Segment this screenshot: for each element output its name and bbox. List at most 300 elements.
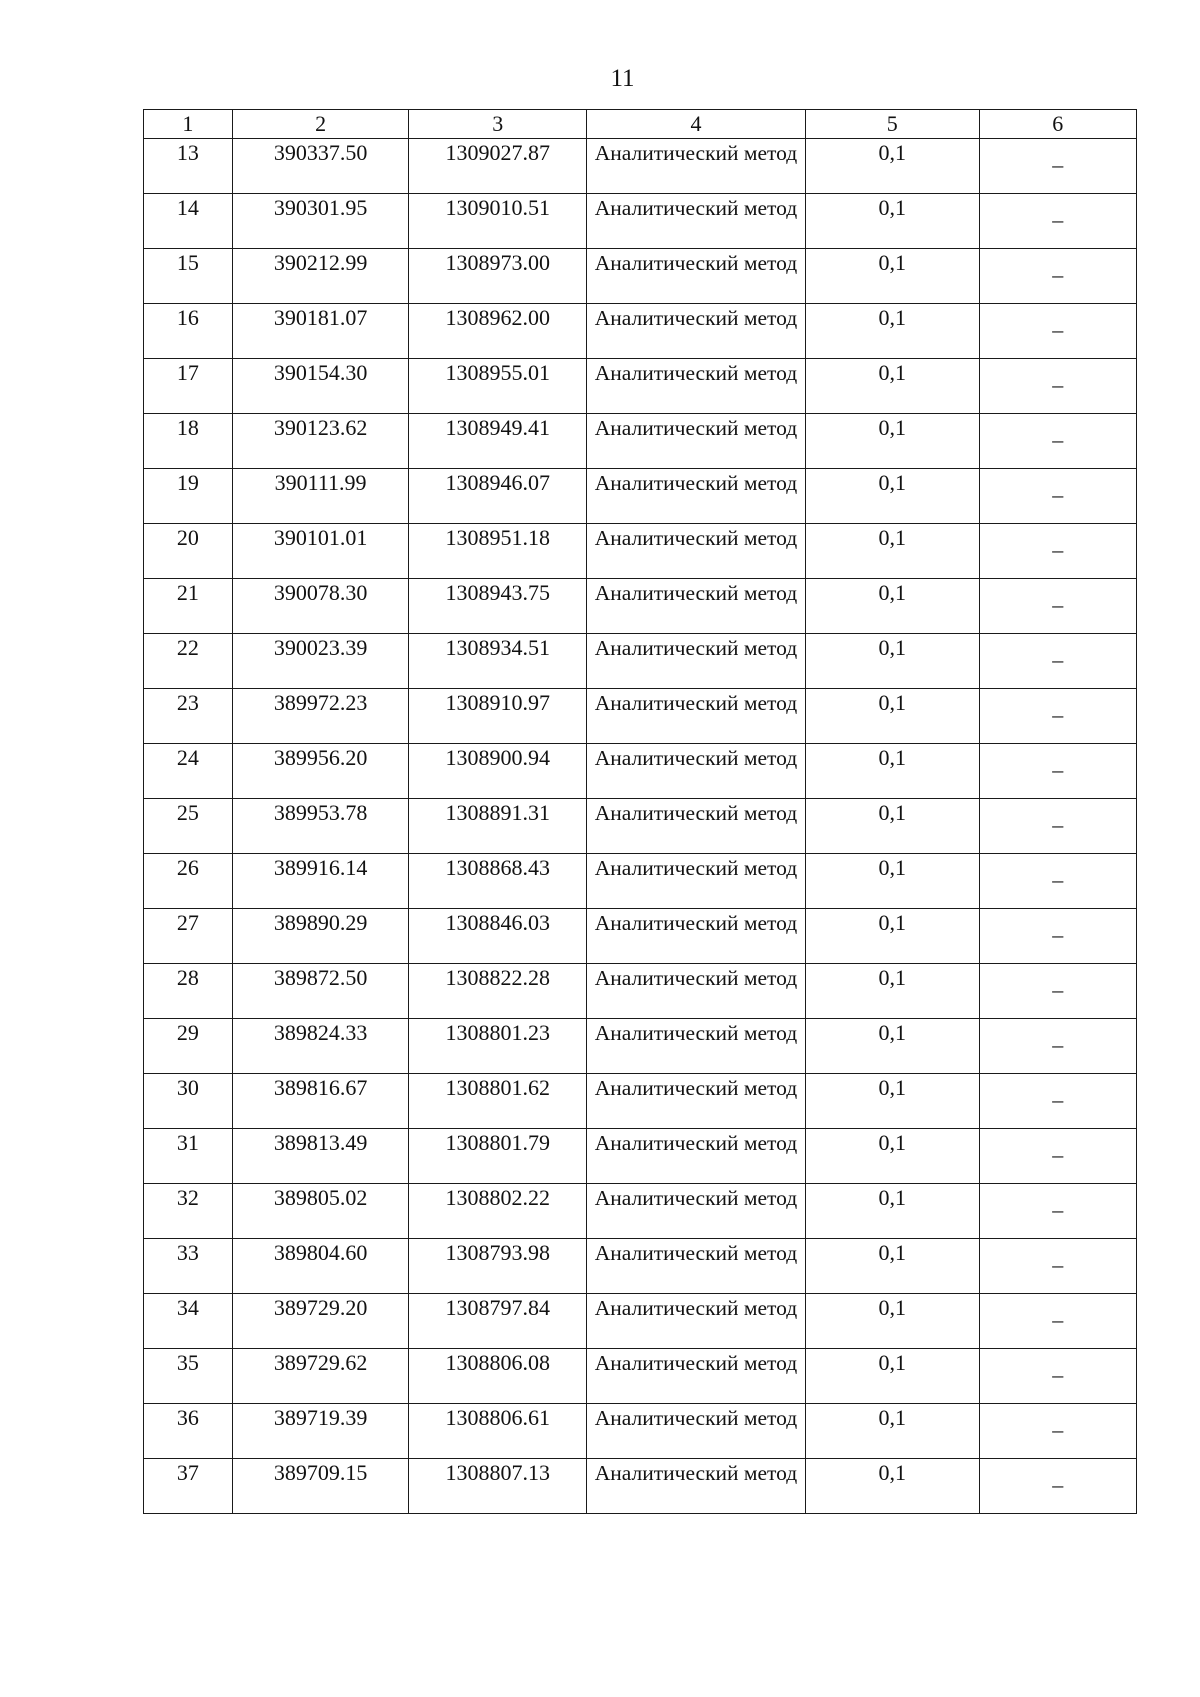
accuracy-cell-text: 0,1 — [878, 1130, 907, 1155]
point-number-cell — [144, 964, 233, 1019]
method-cell — [587, 1349, 806, 1404]
accuracy-cell — [805, 1459, 979, 1514]
note-cell-text: – — [1052, 537, 1064, 562]
method-cell — [587, 854, 806, 909]
point-number-cell-text: 25 — [176, 800, 199, 825]
column-number-header: 1 — [144, 110, 233, 139]
note-cell-text: – — [1052, 152, 1064, 177]
accuracy-cell-text: 0,1 — [878, 910, 907, 935]
accuracy-cell — [805, 964, 979, 1019]
y-coordinate-cell — [409, 469, 587, 524]
column-number-header: 6 — [979, 110, 1136, 139]
x-coordinate-cell — [232, 194, 409, 249]
point-number-cell — [144, 1294, 233, 1349]
point-number-cell — [144, 414, 233, 469]
point-number-cell-text: 32 — [176, 1185, 199, 1210]
point-number-cell-text: 24 — [176, 745, 199, 770]
x-coordinate-cell-text: 389953.78 — [273, 800, 368, 825]
note-cell — [979, 1184, 1136, 1239]
method-cell — [587, 1294, 806, 1349]
y-coordinate-cell-text: 1308891.31 — [445, 800, 550, 825]
y-coordinate-cell — [409, 854, 587, 909]
point-number-cell — [144, 139, 233, 194]
y-coordinate-cell — [409, 634, 587, 689]
x-coordinate-cell — [232, 1239, 409, 1294]
x-coordinate-cell — [232, 1459, 409, 1514]
note-cell — [979, 139, 1136, 194]
method-cell-text: Аналитический метод — [594, 801, 798, 825]
method-cell-text: Аналитический метод — [594, 1351, 798, 1375]
accuracy-cell — [805, 1019, 979, 1074]
table-row — [144, 1459, 1137, 1514]
y-coordinate-cell-text: 1308802.22 — [445, 1185, 550, 1210]
method-cell — [587, 414, 806, 469]
y-coordinate-cell-text: 1308910.97 — [445, 690, 550, 715]
x-coordinate-cell — [232, 1074, 409, 1129]
note-cell — [979, 1404, 1136, 1459]
accuracy-cell-text: 0,1 — [878, 965, 907, 990]
method-cell-text: Аналитический метод — [594, 1131, 798, 1155]
accuracy-cell — [805, 799, 979, 854]
note-cell — [979, 1459, 1136, 1514]
note-cell-text: – — [1052, 757, 1064, 782]
accuracy-cell — [805, 1239, 979, 1294]
note-cell-text: – — [1052, 317, 1064, 342]
table-row — [144, 1349, 1137, 1404]
y-coordinate-cell-text: 1308806.08 — [445, 1350, 550, 1375]
y-coordinate-cell — [409, 524, 587, 579]
accuracy-cell-text: 0,1 — [878, 470, 907, 495]
accuracy-cell — [805, 1349, 979, 1404]
x-coordinate-cell-text: 390212.99 — [273, 250, 368, 275]
method-cell — [587, 964, 806, 1019]
point-number-cell — [144, 194, 233, 249]
note-cell-text: – — [1052, 372, 1064, 397]
column-number-header: 2 — [232, 110, 409, 139]
point-number-cell — [144, 1459, 233, 1514]
y-coordinate-cell-text: 1309027.87 — [445, 140, 550, 165]
method-cell — [587, 744, 806, 799]
table-row — [144, 579, 1137, 634]
table-row — [144, 139, 1137, 194]
x-coordinate-cell-text: 389805.02 — [273, 1185, 368, 1210]
accuracy-cell-text: 0,1 — [878, 360, 907, 385]
method-cell-text: Аналитический метод — [594, 1076, 798, 1100]
method-cell — [587, 1239, 806, 1294]
x-coordinate-cell-text: 390111.99 — [274, 470, 367, 495]
accuracy-cell — [805, 524, 979, 579]
note-cell-text: – — [1052, 1197, 1064, 1222]
point-number-cell-text: 20 — [176, 525, 199, 550]
accuracy-cell — [805, 249, 979, 304]
y-coordinate-cell — [409, 1019, 587, 1074]
x-coordinate-cell — [232, 579, 409, 634]
y-coordinate-cell — [409, 909, 587, 964]
y-coordinate-cell-text: 1308934.51 — [445, 635, 550, 660]
x-coordinate-cell-text: 389719.39 — [273, 1405, 368, 1430]
y-coordinate-cell-text: 1308946.07 — [445, 470, 550, 495]
method-cell — [587, 689, 806, 744]
x-coordinate-cell — [232, 304, 409, 359]
accuracy-cell-text: 0,1 — [878, 690, 907, 715]
method-cell-text: Аналитический метод — [594, 196, 798, 220]
table-row — [144, 1404, 1137, 1459]
note-cell — [979, 964, 1136, 1019]
x-coordinate-cell — [232, 964, 409, 1019]
x-coordinate-cell-text: 390078.30 — [273, 580, 368, 605]
accuracy-cell-text: 0,1 — [878, 1240, 907, 1265]
x-coordinate-cell — [232, 909, 409, 964]
column-number-header: 3 — [409, 110, 587, 139]
y-coordinate-cell-text: 1308793.98 — [445, 1240, 550, 1265]
note-cell-text: – — [1052, 1142, 1064, 1167]
y-coordinate-cell — [409, 249, 587, 304]
note-cell — [979, 414, 1136, 469]
accuracy-cell-text: 0,1 — [878, 800, 907, 825]
note-cell — [979, 249, 1136, 304]
y-coordinate-cell-text: 1308868.43 — [445, 855, 550, 880]
accuracy-cell — [805, 359, 979, 414]
y-coordinate-cell — [409, 1349, 587, 1404]
y-coordinate-cell-text: 1308962.00 — [445, 305, 550, 330]
note-cell-text: – — [1052, 1307, 1064, 1332]
method-cell — [587, 359, 806, 414]
point-number-cell — [144, 1404, 233, 1459]
point-number-cell-text: 35 — [176, 1350, 199, 1375]
method-cell — [587, 1459, 806, 1514]
x-coordinate-cell-text: 389916.14 — [273, 855, 368, 880]
point-number-cell-text: 19 — [176, 470, 199, 495]
table-row — [144, 799, 1137, 854]
method-cell-text: Аналитический метод — [594, 856, 798, 880]
accuracy-cell-text: 0,1 — [878, 525, 907, 550]
method-cell-text: Аналитический метод — [594, 966, 798, 990]
accuracy-cell-text: 0,1 — [878, 1405, 907, 1430]
note-cell — [979, 634, 1136, 689]
point-number-cell-text: 23 — [176, 690, 199, 715]
point-number-cell — [144, 1129, 233, 1184]
accuracy-cell — [805, 634, 979, 689]
y-coordinate-cell-text: 1308973.00 — [445, 250, 550, 275]
method-cell — [587, 579, 806, 634]
note-cell-text: – — [1052, 702, 1064, 727]
x-coordinate-cell-text: 389816.67 — [273, 1075, 368, 1100]
note-cell-text: – — [1052, 482, 1064, 507]
accuracy-cell — [805, 1294, 979, 1349]
note-cell — [979, 1074, 1136, 1129]
accuracy-cell-text: 0,1 — [878, 415, 907, 440]
method-cell-text: Аналитический метод — [594, 746, 798, 770]
y-coordinate-cell — [409, 964, 587, 1019]
table-row — [144, 1239, 1137, 1294]
accuracy-cell-text: 0,1 — [878, 1295, 907, 1320]
point-number-cell — [144, 909, 233, 964]
y-coordinate-cell — [409, 579, 587, 634]
note-cell-text: – — [1052, 592, 1064, 617]
x-coordinate-cell — [232, 634, 409, 689]
accuracy-cell-text: 0,1 — [878, 195, 907, 220]
note-cell-text: – — [1052, 262, 1064, 287]
method-cell — [587, 194, 806, 249]
note-cell — [979, 744, 1136, 799]
note-cell — [979, 359, 1136, 414]
note-cell — [979, 194, 1136, 249]
y-coordinate-cell-text: 1308797.84 — [445, 1295, 550, 1320]
method-cell-text: Аналитический метод — [594, 1186, 798, 1210]
table-row — [144, 1074, 1137, 1129]
note-cell-text: – — [1052, 1417, 1064, 1442]
x-coordinate-cell — [232, 1184, 409, 1239]
note-cell-text: – — [1052, 922, 1064, 947]
accuracy-cell — [805, 469, 979, 524]
method-cell-text: Аналитический метод — [594, 251, 798, 275]
accuracy-cell-text: 0,1 — [878, 1350, 907, 1375]
method-cell — [587, 304, 806, 359]
method-cell-text: Аналитический метод — [594, 471, 798, 495]
x-coordinate-cell — [232, 359, 409, 414]
note-cell — [979, 909, 1136, 964]
accuracy-cell-text: 0,1 — [878, 855, 907, 880]
point-number-cell — [144, 304, 233, 359]
x-coordinate-cell-text: 389956.20 — [273, 745, 368, 770]
point-number-cell-text: 31 — [176, 1130, 199, 1155]
x-coordinate-cell — [232, 1129, 409, 1184]
table-header-row — [144, 110, 1137, 139]
point-number-cell — [144, 579, 233, 634]
note-cell — [979, 524, 1136, 579]
table-row — [144, 909, 1137, 964]
x-coordinate-cell — [232, 1294, 409, 1349]
point-number-cell — [144, 469, 233, 524]
y-coordinate-cell-text: 1309010.51 — [445, 195, 550, 220]
coordinates-table — [143, 109, 1137, 1514]
point-number-cell — [144, 1239, 233, 1294]
method-cell-text: Аналитический метод — [594, 1241, 798, 1265]
method-cell-text: Аналитический метод — [594, 361, 798, 385]
point-number-cell-text: 18 — [176, 415, 199, 440]
note-cell — [979, 1239, 1136, 1294]
y-coordinate-cell — [409, 1184, 587, 1239]
method-cell-text: Аналитический метод — [594, 911, 798, 935]
y-coordinate-cell-text: 1308943.75 — [445, 580, 550, 605]
x-coordinate-cell-text: 389804.60 — [273, 1240, 368, 1265]
x-coordinate-cell-text: 390337.50 — [273, 140, 368, 165]
table-row — [144, 964, 1137, 1019]
method-cell — [587, 139, 806, 194]
y-coordinate-cell — [409, 799, 587, 854]
method-cell — [587, 909, 806, 964]
accuracy-cell-text: 0,1 — [878, 635, 907, 660]
note-cell — [979, 854, 1136, 909]
y-coordinate-cell — [409, 1239, 587, 1294]
accuracy-cell-text: 0,1 — [878, 745, 907, 770]
y-coordinate-cell-text: 1308949.41 — [445, 415, 550, 440]
point-number-cell-text: 36 — [176, 1405, 199, 1430]
table-row — [144, 854, 1137, 909]
point-number-cell — [144, 1184, 233, 1239]
x-coordinate-cell-text: 390123.62 — [273, 415, 368, 440]
point-number-cell — [144, 689, 233, 744]
x-coordinate-cell — [232, 469, 409, 524]
method-cell — [587, 1019, 806, 1074]
y-coordinate-cell — [409, 304, 587, 359]
point-number-cell-text: 28 — [176, 965, 199, 990]
table-row — [144, 304, 1137, 359]
table-row — [144, 524, 1137, 579]
point-number-cell-text: 22 — [176, 635, 199, 660]
note-cell — [979, 469, 1136, 524]
method-cell — [587, 524, 806, 579]
column-number-header: 4 — [587, 110, 806, 139]
x-coordinate-cell-text: 389729.62 — [273, 1350, 368, 1375]
method-cell — [587, 799, 806, 854]
method-cell-text: Аналитический метод — [594, 141, 798, 165]
y-coordinate-cell — [409, 1074, 587, 1129]
note-cell-text: – — [1052, 427, 1064, 452]
x-coordinate-cell — [232, 139, 409, 194]
accuracy-cell-text: 0,1 — [878, 305, 907, 330]
x-coordinate-cell — [232, 799, 409, 854]
accuracy-cell-text: 0,1 — [878, 1185, 907, 1210]
y-coordinate-cell — [409, 414, 587, 469]
table-row — [144, 1184, 1137, 1239]
x-coordinate-cell-text: 390101.01 — [273, 525, 368, 550]
column-number-header: 5 — [805, 110, 979, 139]
x-coordinate-cell — [232, 689, 409, 744]
table-row — [144, 359, 1137, 414]
point-number-cell-text: 30 — [176, 1075, 199, 1100]
page-number: 11 — [610, 65, 635, 92]
y-coordinate-cell-text: 1308955.01 — [445, 360, 550, 385]
y-coordinate-cell-text: 1308801.79 — [445, 1130, 550, 1155]
y-coordinate-cell-text: 1308806.61 — [445, 1405, 550, 1430]
y-coordinate-cell-text: 1308900.94 — [445, 745, 550, 770]
accuracy-cell — [805, 1184, 979, 1239]
table-row — [144, 1019, 1137, 1074]
note-cell-text: – — [1052, 1032, 1064, 1057]
point-number-cell-text: 21 — [176, 580, 199, 605]
y-coordinate-cell-text: 1308801.23 — [445, 1020, 550, 1045]
accuracy-cell-text: 0,1 — [878, 250, 907, 275]
accuracy-cell-text: 0,1 — [878, 1075, 907, 1100]
table-row — [144, 249, 1137, 304]
note-cell — [979, 1349, 1136, 1404]
x-coordinate-cell — [232, 414, 409, 469]
note-cell — [979, 799, 1136, 854]
x-coordinate-cell-text: 389729.20 — [273, 1295, 368, 1320]
accuracy-cell-text: 0,1 — [878, 580, 907, 605]
accuracy-cell-text: 0,1 — [878, 1020, 907, 1045]
note-cell — [979, 1019, 1136, 1074]
x-coordinate-cell — [232, 1404, 409, 1459]
x-coordinate-cell-text: 389709.15 — [273, 1460, 368, 1485]
point-number-cell-text: 15 — [176, 250, 199, 275]
x-coordinate-cell — [232, 854, 409, 909]
method-cell — [587, 634, 806, 689]
point-number-cell — [144, 524, 233, 579]
note-cell-text: – — [1052, 647, 1064, 672]
x-coordinate-cell-text: 390154.30 — [273, 360, 368, 385]
x-coordinate-cell-text: 390023.39 — [273, 635, 368, 660]
accuracy-cell — [805, 744, 979, 799]
y-coordinate-cell — [409, 359, 587, 414]
point-number-cell — [144, 1349, 233, 1404]
method-cell-text: Аналитический метод — [594, 1021, 798, 1045]
method-cell — [587, 1074, 806, 1129]
table-row — [144, 1294, 1137, 1349]
point-number-cell-text: 29 — [176, 1020, 199, 1045]
note-cell — [979, 1129, 1136, 1184]
x-coordinate-cell-text: 390181.07 — [273, 305, 368, 330]
y-coordinate-cell — [409, 1459, 587, 1514]
point-number-cell — [144, 1019, 233, 1074]
x-coordinate-cell — [232, 524, 409, 579]
table-row — [144, 194, 1137, 249]
method-cell-text: Аналитический метод — [594, 636, 798, 660]
note-cell-text: – — [1052, 1362, 1064, 1387]
point-number-cell — [144, 854, 233, 909]
method-cell — [587, 1404, 806, 1459]
accuracy-cell — [805, 1129, 979, 1184]
point-number-cell-text: 33 — [176, 1240, 199, 1265]
method-cell — [587, 1184, 806, 1239]
y-coordinate-cell — [409, 1404, 587, 1459]
point-number-cell-text: 16 — [176, 305, 199, 330]
method-cell-text: Аналитический метод — [594, 1296, 798, 1320]
method-cell — [587, 249, 806, 304]
point-number-cell-text: 14 — [176, 195, 199, 220]
method-cell-text: Аналитический метод — [594, 691, 798, 715]
accuracy-cell — [805, 689, 979, 744]
x-coordinate-cell-text: 389824.33 — [273, 1020, 368, 1045]
x-coordinate-cell — [232, 744, 409, 799]
accuracy-cell — [805, 139, 979, 194]
y-coordinate-cell — [409, 689, 587, 744]
note-cell — [979, 304, 1136, 359]
point-number-cell-text: 27 — [176, 910, 199, 935]
x-coordinate-cell-text: 390301.95 — [273, 195, 368, 220]
accuracy-cell — [805, 909, 979, 964]
x-coordinate-cell-text: 389972.23 — [273, 690, 368, 715]
x-coordinate-cell-text: 389890.29 — [273, 910, 368, 935]
y-coordinate-cell-text: 1308801.62 — [445, 1075, 550, 1100]
method-cell-text: Аналитический метод — [594, 526, 798, 550]
note-cell-text: – — [1052, 207, 1064, 232]
method-cell-text: Аналитический метод — [594, 1461, 798, 1485]
note-cell-text: – — [1052, 1087, 1064, 1112]
method-cell-text: Аналитический метод — [594, 416, 798, 440]
note-cell-text: – — [1052, 867, 1064, 892]
accuracy-cell — [805, 1074, 979, 1129]
x-coordinate-cell-text: 389872.50 — [273, 965, 368, 990]
x-coordinate-cell — [232, 249, 409, 304]
method-cell — [587, 1129, 806, 1184]
point-number-cell-text: 26 — [176, 855, 199, 880]
note-cell-text: – — [1052, 977, 1064, 1002]
point-number-cell — [144, 359, 233, 414]
note-cell-text: – — [1052, 1252, 1064, 1277]
method-cell-text: Аналитический метод — [594, 1406, 798, 1430]
note-cell-text: – — [1052, 812, 1064, 837]
method-cell-text: Аналитический метод — [594, 306, 798, 330]
point-number-cell-text: 17 — [176, 360, 199, 385]
x-coordinate-cell — [232, 1349, 409, 1404]
table-row — [144, 689, 1137, 744]
point-number-cell — [144, 634, 233, 689]
point-number-cell-text: 37 — [176, 1460, 199, 1485]
y-coordinate-cell — [409, 194, 587, 249]
accuracy-cell — [805, 1404, 979, 1459]
